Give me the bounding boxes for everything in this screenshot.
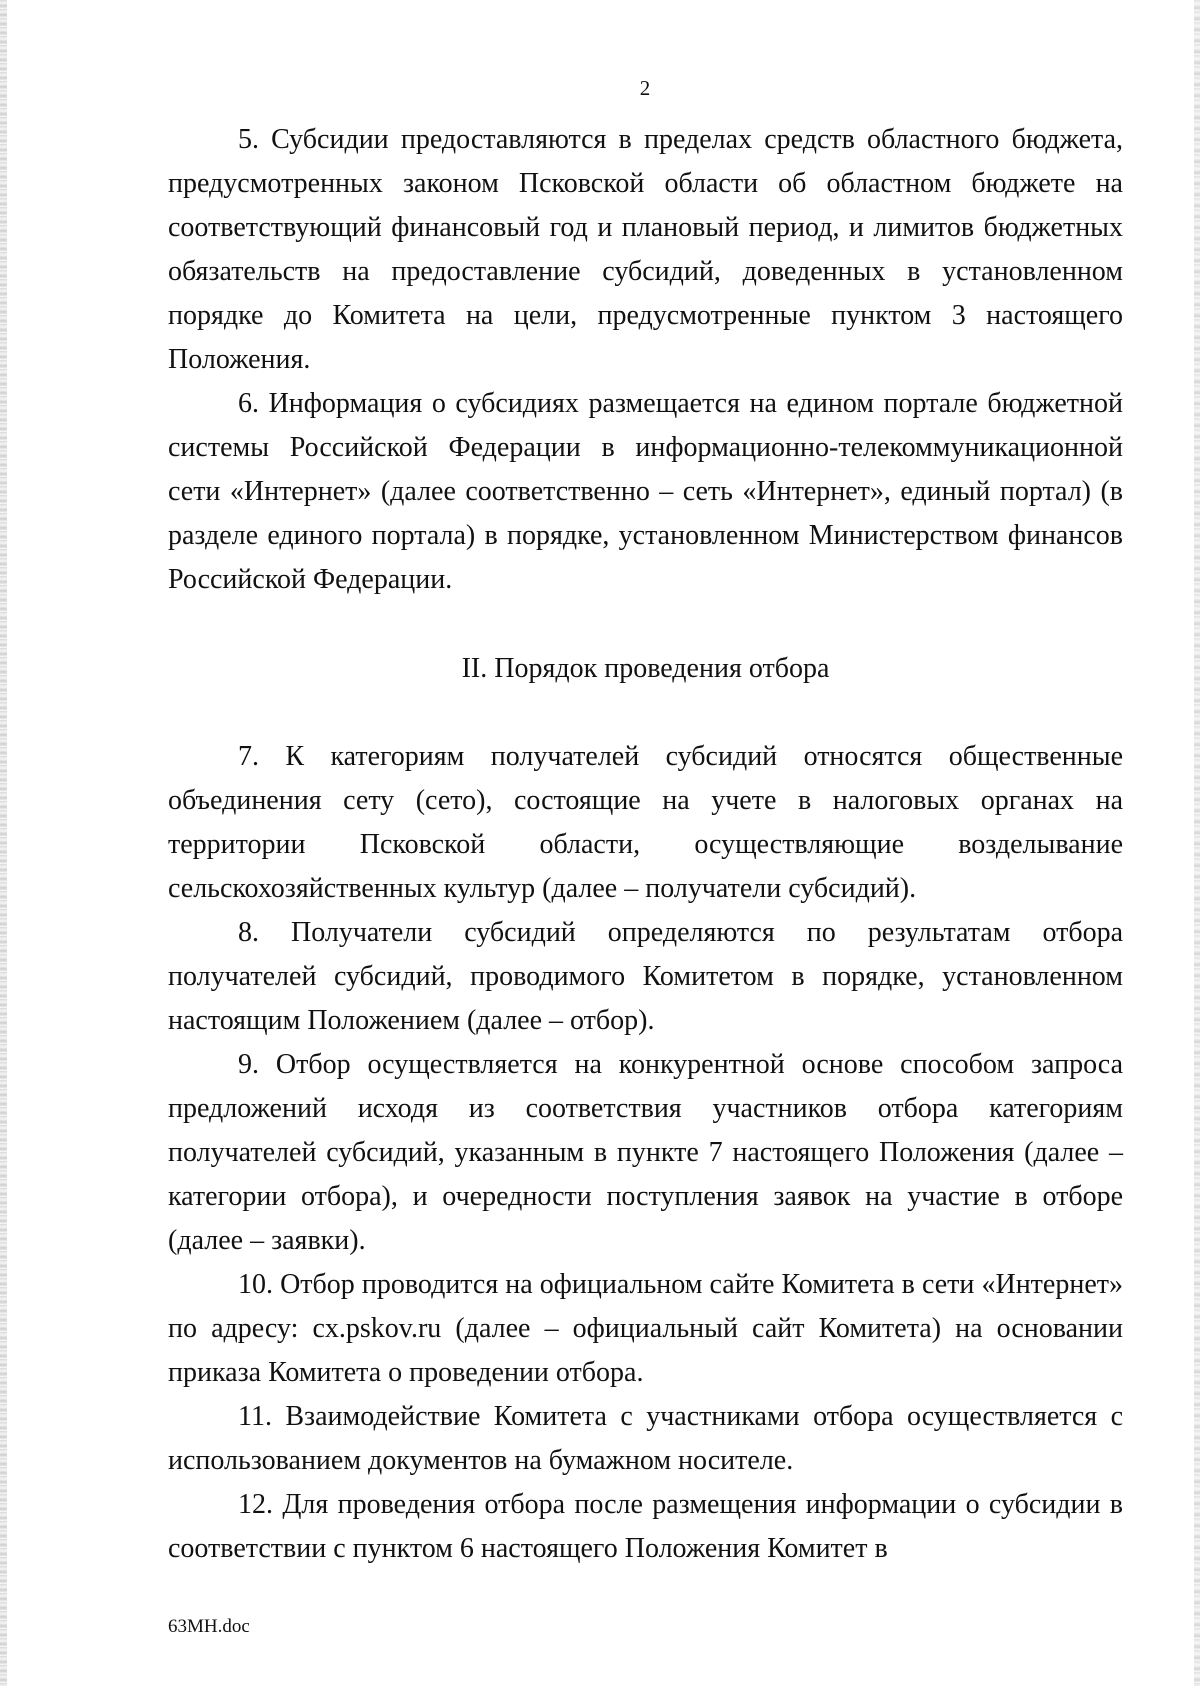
paragraph-7: 7. К категориям получателей субсидий относятся общественные объединения сету (сето), состоящие на учете в налоговых органах на территории Псковской области, осуществляющие возделывание сельскохозяйственных культур (далее – получатели субсидий). (168, 741, 1123, 904)
scan-edge-left (0, 0, 7, 1686)
paragraph-5: 5. Субсидии предоставляются в пределах средств областного бюджета, предусмотренных законом Псковской области об областном бюджете на соответствующий финансовый год и плановый период, и лимитов бюджетных обязательств на предоставление субсидий, доведенных в установленном порядке до Комитета на цели, предусмотренные пунктом 3 настоящего Положения. (168, 124, 1123, 375)
paragraph-11: 11. Взаимодействие Комитета с участниками отбора осуществляется с использованием документов на бумажном носителе. (168, 1401, 1123, 1476)
page-number: 2 (639, 76, 651, 100)
scan-edge-right (1194, 0, 1200, 1686)
paragraph-9: 9. Отбор осуществляется на конкурентной основе способом запроса предложений исходя из соответствия участников отбора категориям получателей субсидий, указанным в пункте 7 настоящего Положения (далее – категории отбора), и очередности поступления заявок на участие в отборе (далее – заявки). (168, 1049, 1123, 1256)
paragraph-12: 12. Для проведения отбора после размещения информации о субсидии в соответствии с пунктом 6 настоящего Положения Комитет в (168, 1489, 1123, 1564)
paragraph-10: 10. Отбор проводится на официальном сайте Комитета в сети «Интернет» по адресу: cx.pskov.ru (далее – официальный сайт Комитета) на основании приказа Комитета о проведении отбора. (168, 1269, 1123, 1388)
file-name-footer: 63МН.doc (168, 1616, 250, 1637)
paragraph-8: 8. Получатели субсидий определяются по результатам отбора получателей субсидий, проводимого Комитетом в порядке, установленном настоящим Положением (далее – отбор). (168, 917, 1123, 1036)
section-heading: II. Порядок проведения отбора (461, 653, 830, 684)
document-body (168, 118, 1123, 1571)
paragraph-6: 6. Информация о субсидиях размещается на едином портале бюджетной системы Российской Федерации в информационно-телекоммуникационной сети «Интернет» (далее соответственно – сеть «Интернет», единый портал) (в разделе единого портала) в порядке, установленном Министерством финансов Российской Федерации. (168, 388, 1123, 595)
